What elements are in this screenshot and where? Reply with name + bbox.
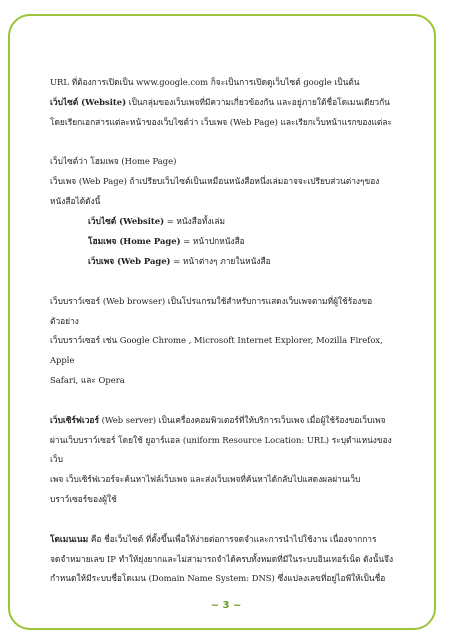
analogy-item-webpage: เว็บเพจ (Web Page) = หน้าต่างๆ ภายในหนังสือ [88, 255, 271, 266]
paragraph-line: กำหนดให้มีระบบชื่อโดเมน (Domain Name System: DNS) ซึ่งแปลงเลขที่อยู่ไอพีให้เป็นชื่อ [50, 573, 386, 584]
page-body [50, 73, 402, 589]
analogy-item-homepage: โฮมเพจ (Home Page) = หน้าปกหนังสือ [88, 236, 245, 247]
paragraph-line: URL ที่ต้องการเปิดเป็น www.google.com ก็จะเป็นการเปิดดูเว็บไซต์ google เป็นต้น [50, 77, 360, 87]
book-analogy-list [50, 212, 402, 271]
paragraph-line: Safari, และ Opera [50, 374, 125, 385]
paragraph-line: เว็บเซิร์ฟเวอร์ (Web server) เป็นเครื่องคอมพิวเตอร์ที่ให้บริการเว็บเพจ เมื่อผู้ใช้ร้องขอเว็บเพจ [50, 414, 386, 425]
paragraph-line: บราว์เซอร์ของผู้ใช้ [50, 493, 117, 504]
paragraph-line: เว็บบราว์เซอร์ (Web browser) เป็นโปรแกรมใช้สำหรับการแสดงเว็บเพจตามที่ผู้ใช้ร้องขอ [50, 295, 373, 306]
page-number: ~ 3 ~ [210, 600, 242, 611]
paragraph-line: เว็บไซต์ว่า โฮมเพจ (Home Page) [50, 155, 177, 166]
paragraph-line: เพจ เว็บเซิร์ฟเวอร์จะค้นหาไฟล์เว็บเพจ และส่งเว็บเพจที่ค้นหาได้กลับไปแสดงผลผ่านเว็บ [50, 474, 361, 485]
paragraph-line: เว็บไซต์ (Website) เป็นกลุ่มของเว็บเพจที่มีความเกี่ยวข้องกัน และอยู่ภายใต้ชื่อโดเมนเดียวกัน [50, 96, 390, 107]
paragraph-line: เว็บบราว์เซอร์ เช่น Google Chrome , Microsoft Internet Explorer, Mozilla Firefox, Apple [50, 335, 383, 366]
paragraph-line: โดยเรียกเอกสารแต่ละหน้าของเว็บไซต์ว่า เว็บเพจ (Web Page) และเรียกเว็บหน้าแรกของแต่ละ [50, 116, 392, 127]
term-website: เว็บไซต์ (Website) [50, 96, 127, 107]
term-domain-name: โดเมนเนม [50, 533, 89, 544]
analogy-item-website: เว็บไซต์ (Website) = หนังสือทั้งเล่ม [88, 216, 226, 227]
paragraph-line: จดจำหมายเลข IP ทำให้ยุ่งยากและไม่สามารถจำได้ครบทั้งหมดที่มีในระบบอินเทอร์เน็ต ดังนั้นจึง [50, 553, 394, 564]
term-web-server: เว็บเซิร์ฟเวอร์ [50, 414, 99, 425]
paragraph-line: หนังสือได้ดังนี้ [50, 195, 101, 206]
paragraph-line: เว็บเพจ (Web Page) ถ้าเปรียบเว็บไซต์เป็นเหมือนหนังสือหนึ่งเล่มอาจจะเปรียบส่วนต่างๆของ [50, 175, 380, 186]
paragraph-line: ผ่านเว็บบราว์เซอร์ โดยใช้ ยูอาร์แอล (uniform Resource Location: URL) ระบุตำแหน่งของเว็บ [50, 434, 392, 465]
paragraph-line: โดเมนเนม คือ ชื่อเว็บไซต์ ที่ตั้งขึ้นเพื่อให้ง่ายต่อการจดจำและการนำไปใช้งาน เนื่องจากการ [50, 533, 377, 544]
paragraph-line: ตัวอย่าง [50, 315, 79, 326]
